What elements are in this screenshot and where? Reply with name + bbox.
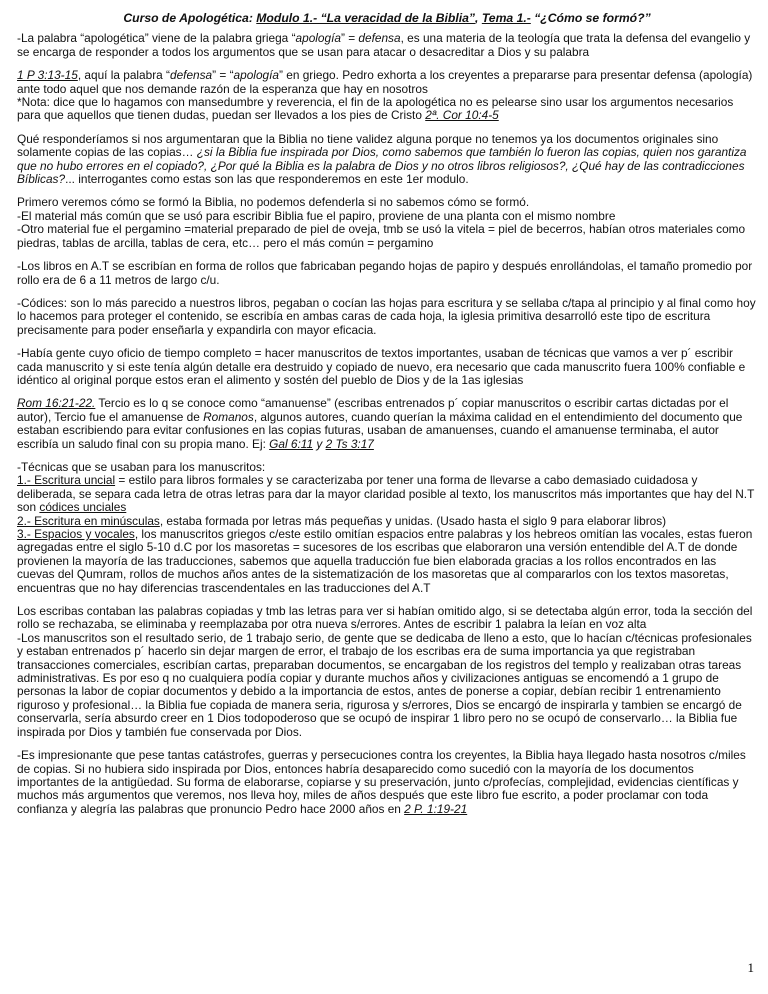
paragraph-amanuense: Rom 16:21-22. Tercio es lo q se conoce como “amanuense” (escribas entrenados p´ copiar manuscritos o escribir cartas dictadas por el autor), Tercio fue el amanuense de Romanos, algunos autores, cuando querían la máxima calidad en el entendimiento del documento que estaban escribiendo para evitar confusiones en las copias futuras, usaban de amanuenses, cuando el amanuense terminaba, el autor escribía un saludo final con su propia mano. Ej: Gal 6:11 y 2 Ts 3:17: [17, 396, 743, 451]
paragraph-conclusion: -Es impresionante que pese tantas catástrofes, guerras y persecuciones contra los creyentes, la Biblia haya llegado hasta nosotros c/miles de copias. Si no hubiera sido inspirada por Dios, entonces habría desaparecido como sucedió con la mayoría de los documentos importantes de la antigüedad. Su forma de elaborarse, copiarse y su preservación, junto c/profecías, complejidad, evidencias científicas y muchos más argumentos que veremos, nos lleva hoy, miles de años después que este libro fue escrito, a poder proclamar con toda confianza y alegría las palabras que pronuncio Pedro hace 2000 años en 2 P. 1:19-21: [17, 748, 746, 816]
codices-unciales-link: códices unciales: [39, 500, 127, 515]
document-title: [17, 12, 757, 25]
tecnica-espacios-label: 3.- Espacios y vocales: [17, 527, 135, 541]
paragraph-rollos: -Los libros en A.T se escribían en forma de rollos que fabricaban pegando hojas de papiro y después enrollándolas, el tamaño promedio por rollo era de 6 a 11 metros de largo c/u.: [17, 259, 753, 287]
title-prefix: Curso de Apologética:: [123, 11, 257, 25]
title-module: Modulo 1.- “La veracidad de la Biblia”: [256, 11, 476, 25]
note-text: *Nota: dice que lo hagamos con mansedumbre y reverencia, el fin de la apologética no es pelearse sino usar los argumentos necesarios para que aquellos que tienen dudas, puedan ser llevados a los pies de Cristo: [17, 95, 734, 123]
paragraph-1-pedro: 1 P 3:13-15, aquí la palabra “defensa” = “apología” en griego. Pedro exhorta a los creyentes a prepararse para presentar defensa (apología) ante todo aquel que nos demande razón de la esperanza que hay en nosotros *Nota: dice que lo hagamos con mansedumbre y reverencia, el fin de la apologética no es pelearse sino usar los argumentos necesarios para que aquellos que tienen dudas, puedan ser llevados a los pies de Cristo 2ª. Cor 10:4-5: [17, 68, 753, 123]
reference-gal-6[interactable]: Gal 6:11: [269, 436, 314, 451]
tecnica-uncial-label: 1.- Escritura uncial: [17, 473, 116, 488]
paragraph-tecnicas: -Técnicas que se usaban para los manuscritos: 1.- Escritura uncial = estilo para libros formales y se caracterizaba por tener una forma de llevarse a cabo demasiado cuidadosa y deliberada, se separa cada letra de otras letras para dar la mayor claridad posible al texto, los manuscritos más importantes que hay del N.T son códices unciales 2.- Escritura en minúsculas, estaba formada por letras más pequeñas y unidas. (Usado hasta el siglo 9 para elaborar libros) 3.- Espacios y vocales, los manuscritos griegos c/este estilo omitían espacios entre palabras y los hebreos omitían las vocales, estas fueron agregadas entre el siglo 5-10 d.C por los masoretas = sucesores de los escribas que elaboraron una versión entendible del A.T de donde provienen la mayoría de las traducciones, sabemos que aquella traducción fue bien elaborada gracias a los rollos encontrados en las cuevas del Qumram, rollos de muchos años antes de la sistematización de los masoretas que al compararlos con los textos masoretas, encuentras que no hay diferencias trascendentales en las traducciones del A.T: [17, 459, 755, 595]
reference-2-cor-10[interactable]: 2ª. Cor 10:4-5: [425, 108, 499, 123]
title-theme: Tema 1.-: [481, 11, 531, 25]
paragraph-materials: Primero veremos cómo se formó la Biblia, no podemos defenderla si no sabemos cómo se formó. -El material más común que se usó para escribir Biblia fue el papiro, proviene de una planta con el mismo nombre -Otro material fue el pergamino =material preparado de piel de oveja, tmb se usó la vitela = piel de becerros, habían otros materiales como piedras, tablas de arcilla, tablas de cera, etc… pero el más común = pergamino: [17, 195, 746, 250]
reference-2-p-1[interactable]: 2 P. 1:19-21: [404, 801, 468, 816]
paragraph-apologetica-definition: -La palabra “apologética” viene de la palabra griega “apología” = defensa, es una materia de la teología que trata la defensa del evangelio y se encarga de responder a todos los argumentos que se usan para atacar o desacreditar a Dios y su palabra: [17, 31, 751, 59]
reference-rom-16[interactable]: Rom 16:21-22.: [17, 396, 96, 411]
page-number: 1: [747, 960, 754, 975]
reference-1p-3-13[interactable]: 1 P 3:13-15: [17, 68, 78, 83]
paragraph-escribas: Los escribas contaban las palabras copiadas y tmb las letras para ver si habían omitido algo, si se detectaba algún error, toda la sección del rollo se rechazaba, se eliminaba y reemplazaba por otra nueva s/errores. Antes de escribir 1 palabra la leían en voz alta -Los manuscritos son el resultado serio, de 1 trabajo serio, de gente que se dedicaba de lleno a esto, que lo hacían c/técnicas profesionales y estaban entrenados p´ hacerlo sin dejar margen de error, el trabajo de los escribas era de suma importancia ya que registraban transacciones comerciales, escribían cartas, preparaban documentos, se encargaban de los registros del templo y realizaban otras tareas administrativas. Es por eso q no cualquiera podía copiar y durante muchos años y civilizaciones antiguas se encomendó a 1 grupo de personas la labor de copiar documentos y debido a la importancia de estos, antes de ponerse a copiar, debían recibir 1 entrenamiento riguroso y profesional… la Biblia fue copiada de manera seria, rigurosa y s/errores, Dios se encargó de inspirarla y tambien se encargó de conservarla, sería absurdo creer en 1 Dios todopoderoso que se ocupó de inspirar 1 libro pero no se ocupó de conservarlo… la Biblia fue inspirada por Dios y también fue conservada por Dios.: [17, 604, 753, 739]
paragraph-questions: Qué responderíamos si nos argumentaran que la Biblia no tiene validez alguna porque no tenemos ya los documentos originales sino solamente copias de las copias… ¿si la Biblia fue inspirada por Dios, como sabemos que también lo fueron las copias, quien nos garantiza que no hubo errores en el copiado?, ¿Por qué la Biblia es la palabra de Dios y no otros libros religiosos?, ¿Qué hay de las contradicciones Bíblicas?... interrogantes como estas son las que responderemos en este 1er modulo.: [17, 131, 747, 187]
reference-2-ts-3[interactable]: 2 Ts 3:17: [325, 436, 374, 451]
paragraph-manuscritos: -Había gente cuyo oficio de tiempo completo = hacer manuscritos de textos importantes, usaban de técnicas que vamos a ver p´ escribir cada manuscrito y si este tenía algún detalle era destruido y copiado de nuevo, era necesario que cada manuscrito fuera 100% confiable e idéntico al original porque estos eran el alimento y sostén del pueblo de Dios y de la 1as iglesias: [17, 346, 746, 387]
paragraph-codices: -Códices: son lo más parecido a nuestros libros, pegaban o cocían las hojas para escritura y se sellaba c/tapa al principio y al final como hoy lo hacemos para proteger el contenido, se escribía en ambas caras de cada hoja, la iglesia primitiva desarrolló este tipo de escritura precisamente para poder enseñarla y expandirla con mayor eficacia.: [17, 295, 756, 337]
tecnica-minusculas-label: 2.- Escritura en minúsculas: [17, 513, 160, 528]
title-theme-title: “¿Cómo se formó?”: [530, 11, 651, 25]
title-separator: ,: [475, 11, 482, 25]
